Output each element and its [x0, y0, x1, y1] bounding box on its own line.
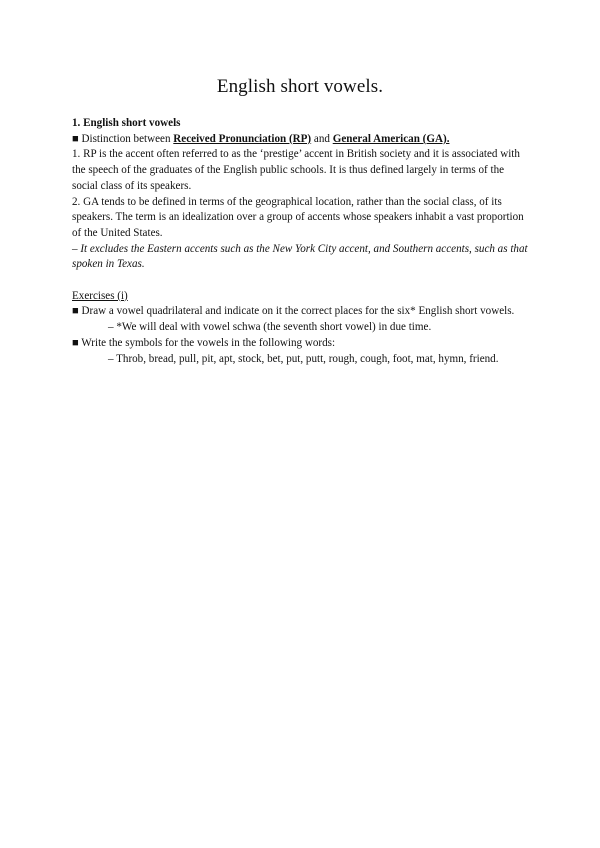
exercise-2-text: Write the symbols for the vowels in the following words: [81, 336, 336, 349]
spacer [72, 273, 532, 289]
distinction-prefix: Distinction between [81, 132, 174, 145]
bullet-icon: ■ [72, 336, 79, 349]
rp-term: Received Pronunciation (RP) [173, 132, 312, 145]
exercise-2-words: – Throb, bread, pull, pit, apt, stock, bet, put, putt, rough, cough, foot, mat, hymn, friend. [108, 352, 499, 365]
ga-term: General American (GA). [332, 132, 450, 145]
exercise-item-2 [72, 336, 532, 352]
exercise-1-note: – *We will deal with vowel schwa (the seventh short vowel) in due time. [108, 321, 432, 334]
distinction-line [72, 132, 532, 148]
point-ga: 2. GA tends to be defined in terms of the geographical location, rather than the social class, of its speakers. The term is an idealization over a group of accents whose speakers inhabit a vast proportion of the United States. [72, 195, 524, 239]
section-heading: 1. English short vowels [72, 117, 181, 129]
bullet-icon: ■ [72, 305, 79, 318]
exercises-heading: Exercises (i) [72, 289, 128, 302]
distinction-and: and [311, 132, 333, 145]
page-title: English short vowels. [216, 76, 384, 97]
document-body [72, 116, 532, 367]
exercise-item-1 [72, 304, 532, 320]
bullet-icon: ■ [72, 132, 79, 145]
note-excludes: – It excludes the Eastern accents such as the New York City accent, and Southern accents, such as that spoken in Texas. [72, 242, 528, 271]
exercise-1-text: Draw a vowel quadrilateral and indicate on it the correct places for the six* English short vowels. [81, 305, 515, 318]
point-rp: 1. RP is the accent often referred to as the ‘prestige’ accent in British society and it is associated with the speech of the graduates of the English public schools. It is thus defined largely in terms of the social class of its speakers. [72, 148, 520, 192]
